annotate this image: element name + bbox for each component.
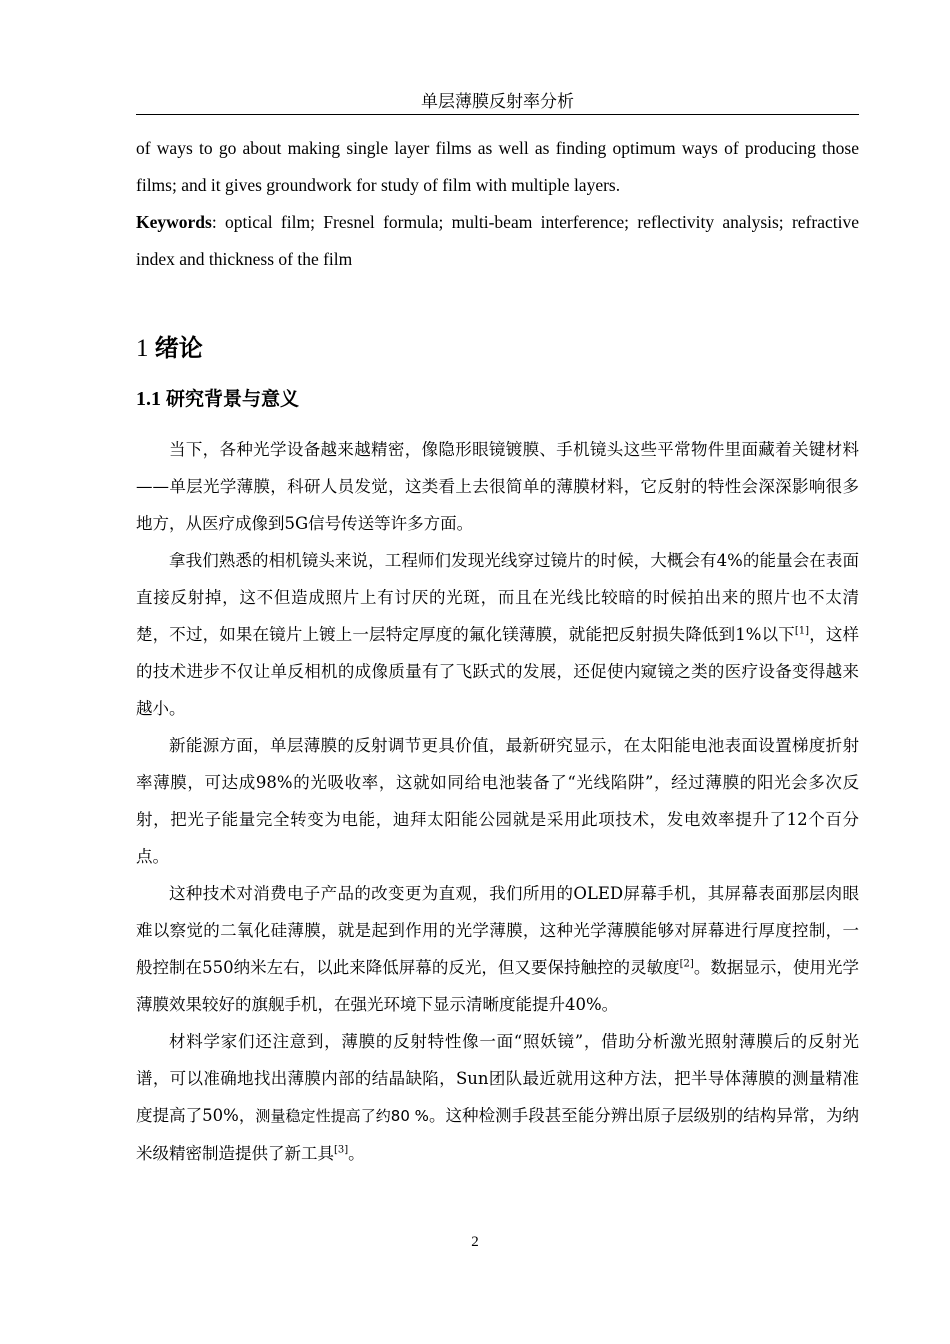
paragraph-2 — [136, 542, 859, 727]
abstract-continuation: of ways to go about making single layer films as well as finding optimum ways of producing those films; and it gives groundwork for study of film with multiple layers. — [136, 138, 859, 195]
page-number: 2 — [471, 1234, 479, 1250]
paragraph-2-part-a: 拿我们熟悉的相机镜头来说，工程师们发现光线穿过镜片的时候，大概会有4%的能量会在表面直接反射掉，这不但造成照片上有讨厌的光斑，而且在光线比较暗的时候拍出来的照片也不太清楚，不过，如果在镜片上镀上一层特定厚度的氟化镁薄膜，就能把反射损失降低到1%以下 — [136, 551, 859, 644]
paragraph-5-sans-phrase: 测量稳定性提高了约80 % — [255, 1107, 429, 1125]
paragraph-1: 当下，各种光学设备越来越精密，像隐形眼镜镀膜、手机镜头这些平常物件里面藏着关键材料——单层光学薄膜，科研人员发觉，这类看上去很简单的薄膜材料，它反射的特性会深深影响很多地方，从医疗成像到5G信号传送等许多方面。 — [136, 440, 859, 533]
paragraph-4-part-b: 。数据显示，使用光学薄膜效果较好的旗舰手机，在强光环境下显示清晰度能提升40%。 — [136, 958, 859, 1014]
running-header: 单层薄膜反射率分析 — [136, 92, 859, 115]
section-heading — [136, 381, 859, 417]
citation-2[interactable]: [2] — [679, 958, 694, 970]
body-text — [136, 431, 859, 1172]
paragraph-5-part-c: 。 — [348, 1144, 365, 1163]
chapter-title: 绪论 — [154, 334, 203, 362]
paragraph-5-part-a: 材料学家们还注意到，薄膜的反射特性像一面“照妖镜”，借助分析激光照射薄膜后的反射光谱，可以准确地找出薄膜内部的结晶缺陷，Sun团队最近就用这种方法，把半导体薄膜的测量精准度提高了50%， — [136, 1032, 859, 1125]
paragraph-4-part-a: 这种技术对消费电子产品的改变更为直观，我们所用的OLED屏幕手机，其屏幕表面那层肉眼难以察觉的二氧化硅薄膜，就是起到作用的光学薄膜，这种光学薄膜能够对屏幕进行厚度控制，一般控制在550纳米左右，以此来降低屏幕的反光，但又要保持触控的灵敏度 — [136, 884, 859, 977]
section-number: 1.1 — [136, 388, 161, 410]
paragraph-3: 新能源方面，单层薄膜的反射调节更具价值，最新研究显示，在太阳能电池表面设置梯度折射率薄膜，可达成98%的光吸收率，这就如同给电池装备了“光线陷阱”，经过薄膜的阳光会多次反射，把光子能量完全转变为电能，迪拜太阳能公园就是采用此项技术，发电效率提升了12个百分点。 — [136, 736, 859, 866]
keywords-text: : optical film; Fresnel formula; multi-beam interference; reflectivity analysis; refractive index and thickness of the film — [136, 212, 859, 269]
chapter-number: 1 — [136, 335, 149, 362]
citation-1[interactable]: [1] — [794, 625, 810, 637]
paragraph-5-part-b: 。这种检测手段甚至能分辨出原子层级别的结构异常，为纳米级精密制造提供了新工具 — [136, 1106, 859, 1163]
citation-3[interactable]: [3] — [334, 1144, 349, 1156]
keywords-label: Keywords — [136, 212, 212, 232]
section-title: 研究背景与意义 — [166, 388, 300, 410]
paragraph-4 — [136, 875, 859, 1023]
chapter-heading — [136, 330, 859, 367]
page-content — [136, 130, 859, 1172]
keywords-line — [136, 204, 859, 278]
paragraph-5 — [136, 1023, 859, 1172]
paragraph-2-part-b: ，这样的技术进步不仅让单反相机的成像质量有了飞跃式的发展，还促使内窥镜之类的医疗设备变得越来越小。 — [136, 625, 860, 718]
